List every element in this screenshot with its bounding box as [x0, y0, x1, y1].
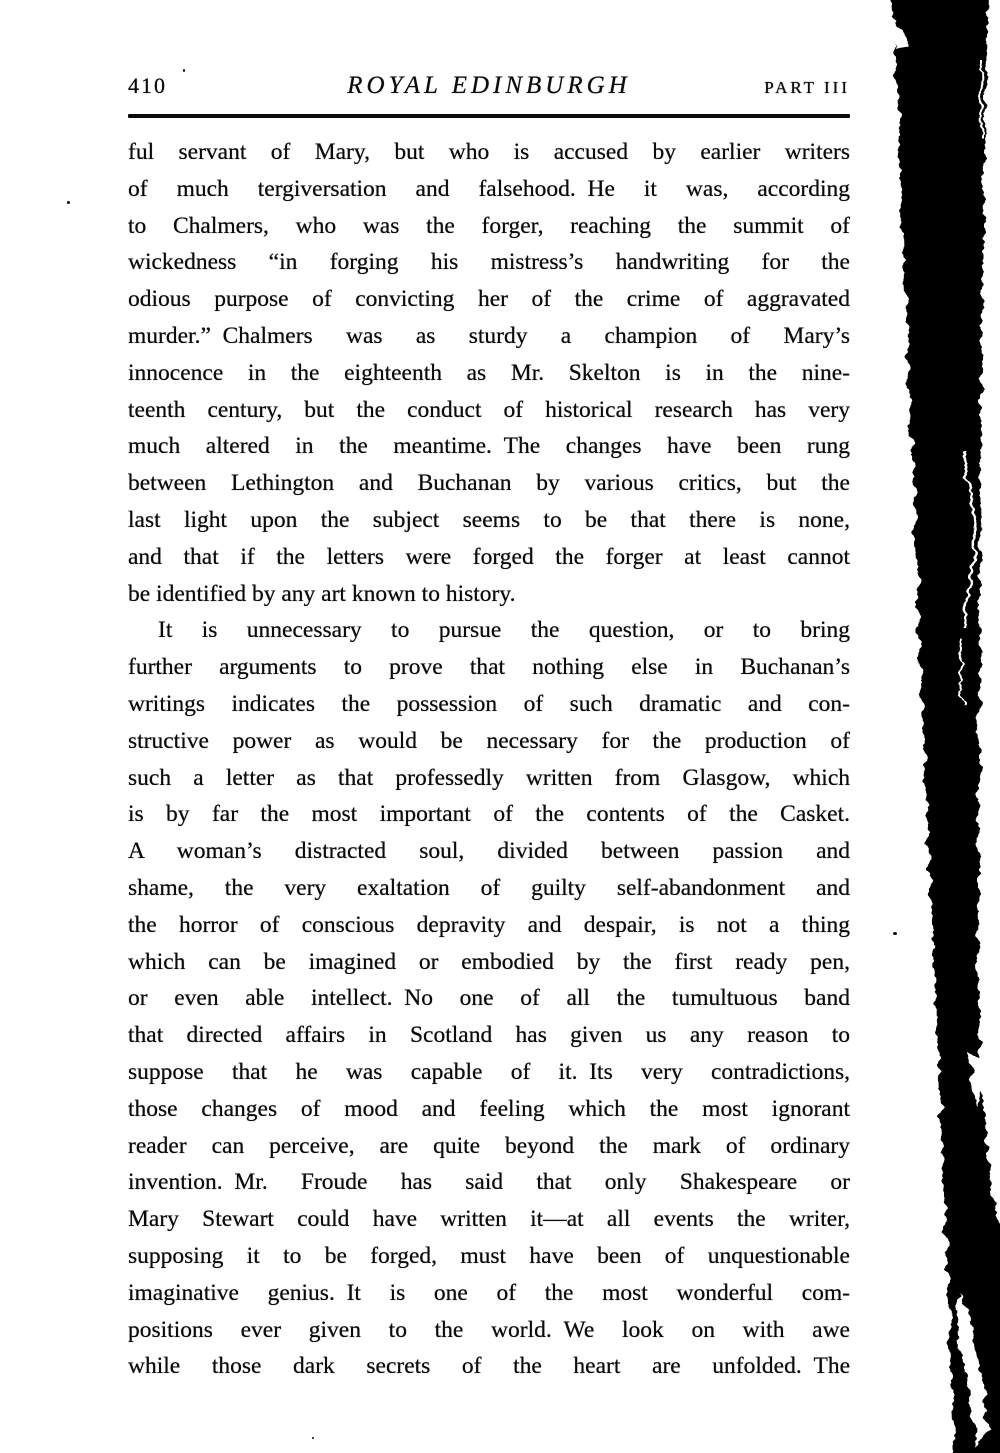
text-line: last light upon the subject seems to be that there is none,: [128, 506, 850, 533]
text-line: the horror of conscious depravity and despair, is not a thing: [128, 911, 850, 938]
text-line: writings indicates the possession of such dramatic and con-: [128, 690, 850, 717]
scan-speck: [893, 932, 897, 935]
text-line: of much tergiversation and falsehood. He it was, according: [128, 175, 850, 202]
text-line: innocence in the eighteenth as Mr. Skelton is in the nine-: [128, 359, 850, 386]
running-header: [128, 72, 850, 100]
text-line: invention. Mr. Froude has said that only Shakespeare or: [128, 1169, 850, 1196]
text-line: ful servant of Mary, but who is accused by earlier writers: [128, 139, 850, 165]
text-line: or even able intellect. No one of all the tumultuous band: [128, 985, 850, 1012]
text-line: Mary Stewart could have written it—at all events the writer,: [128, 1206, 850, 1233]
text-line: that directed affairs in Scotland has given us any reason to: [128, 1022, 850, 1049]
part-label: PART III: [764, 78, 850, 97]
text-line: and that if the letters were forged the forger at least cannot: [128, 543, 850, 570]
text-line: be identified by any art known to history.: [128, 580, 516, 607]
text-line: further arguments to prove that nothing else in Buchanan’s: [128, 654, 850, 681]
scan-speck: [67, 201, 70, 204]
text-line: such a letter as that professedly written from Glasgow, which: [128, 764, 850, 791]
text-line: odious purpose of convicting her of the crime of aggravated: [128, 286, 850, 313]
scan-speck: [312, 1437, 314, 1439]
text-line: shame, the very exaltation of guilty self-abandonment and: [128, 874, 850, 901]
text-line: much altered in the meantime. The changes have been rung: [128, 433, 850, 460]
text-line: murder.” Chalmers was as sturdy a champion of Mary’s: [128, 322, 850, 349]
text-line: structive power as would be necessary for the production of: [128, 727, 850, 754]
text-line: A woman’s distracted soul, divided between passion and: [128, 838, 850, 865]
text-line: reader can perceive, are quite beyond the mark of ordinary: [128, 1132, 850, 1159]
page-content: [128, 0, 850, 1453]
text-line: imaginative genius. It is one of the most wonderful com-: [128, 1279, 850, 1306]
body-text: [128, 134, 850, 1385]
page-number: 410: [128, 73, 167, 98]
scan-speck: [183, 69, 185, 72]
text-line: to Chalmers, who was the forger, reaching the summit of: [128, 212, 850, 239]
text-line: those changes of mood and feeling which the most ignorant: [128, 1095, 850, 1122]
text-line: while those dark secrets of the heart are unfolded. The: [128, 1353, 850, 1380]
text-line: supposing it to be forged, must have been of unquestionable: [128, 1242, 850, 1269]
text-line: teenth century, but the conduct of historical research has very: [128, 396, 850, 423]
header-rule: [128, 114, 850, 118]
text-line: which can be imagined or embodied by the first ready pen,: [128, 948, 850, 975]
text-line: is by far the most important of the contents of the Casket.: [128, 801, 850, 828]
running-title: ROYAL EDINBURGH: [347, 72, 631, 99]
text-line: It is unnecessary to pursue the question, or to bring: [158, 617, 850, 644]
text-line: suppose that he was capable of it. Its very contradictions,: [128, 1058, 850, 1085]
text-line: wickedness “in forging his mistress’s handwriting for the: [128, 249, 850, 276]
text-line: positions ever given to the world. We look on with awe: [128, 1316, 850, 1343]
text-line: between Lethington and Buchanan by various critics, but the: [128, 470, 850, 497]
